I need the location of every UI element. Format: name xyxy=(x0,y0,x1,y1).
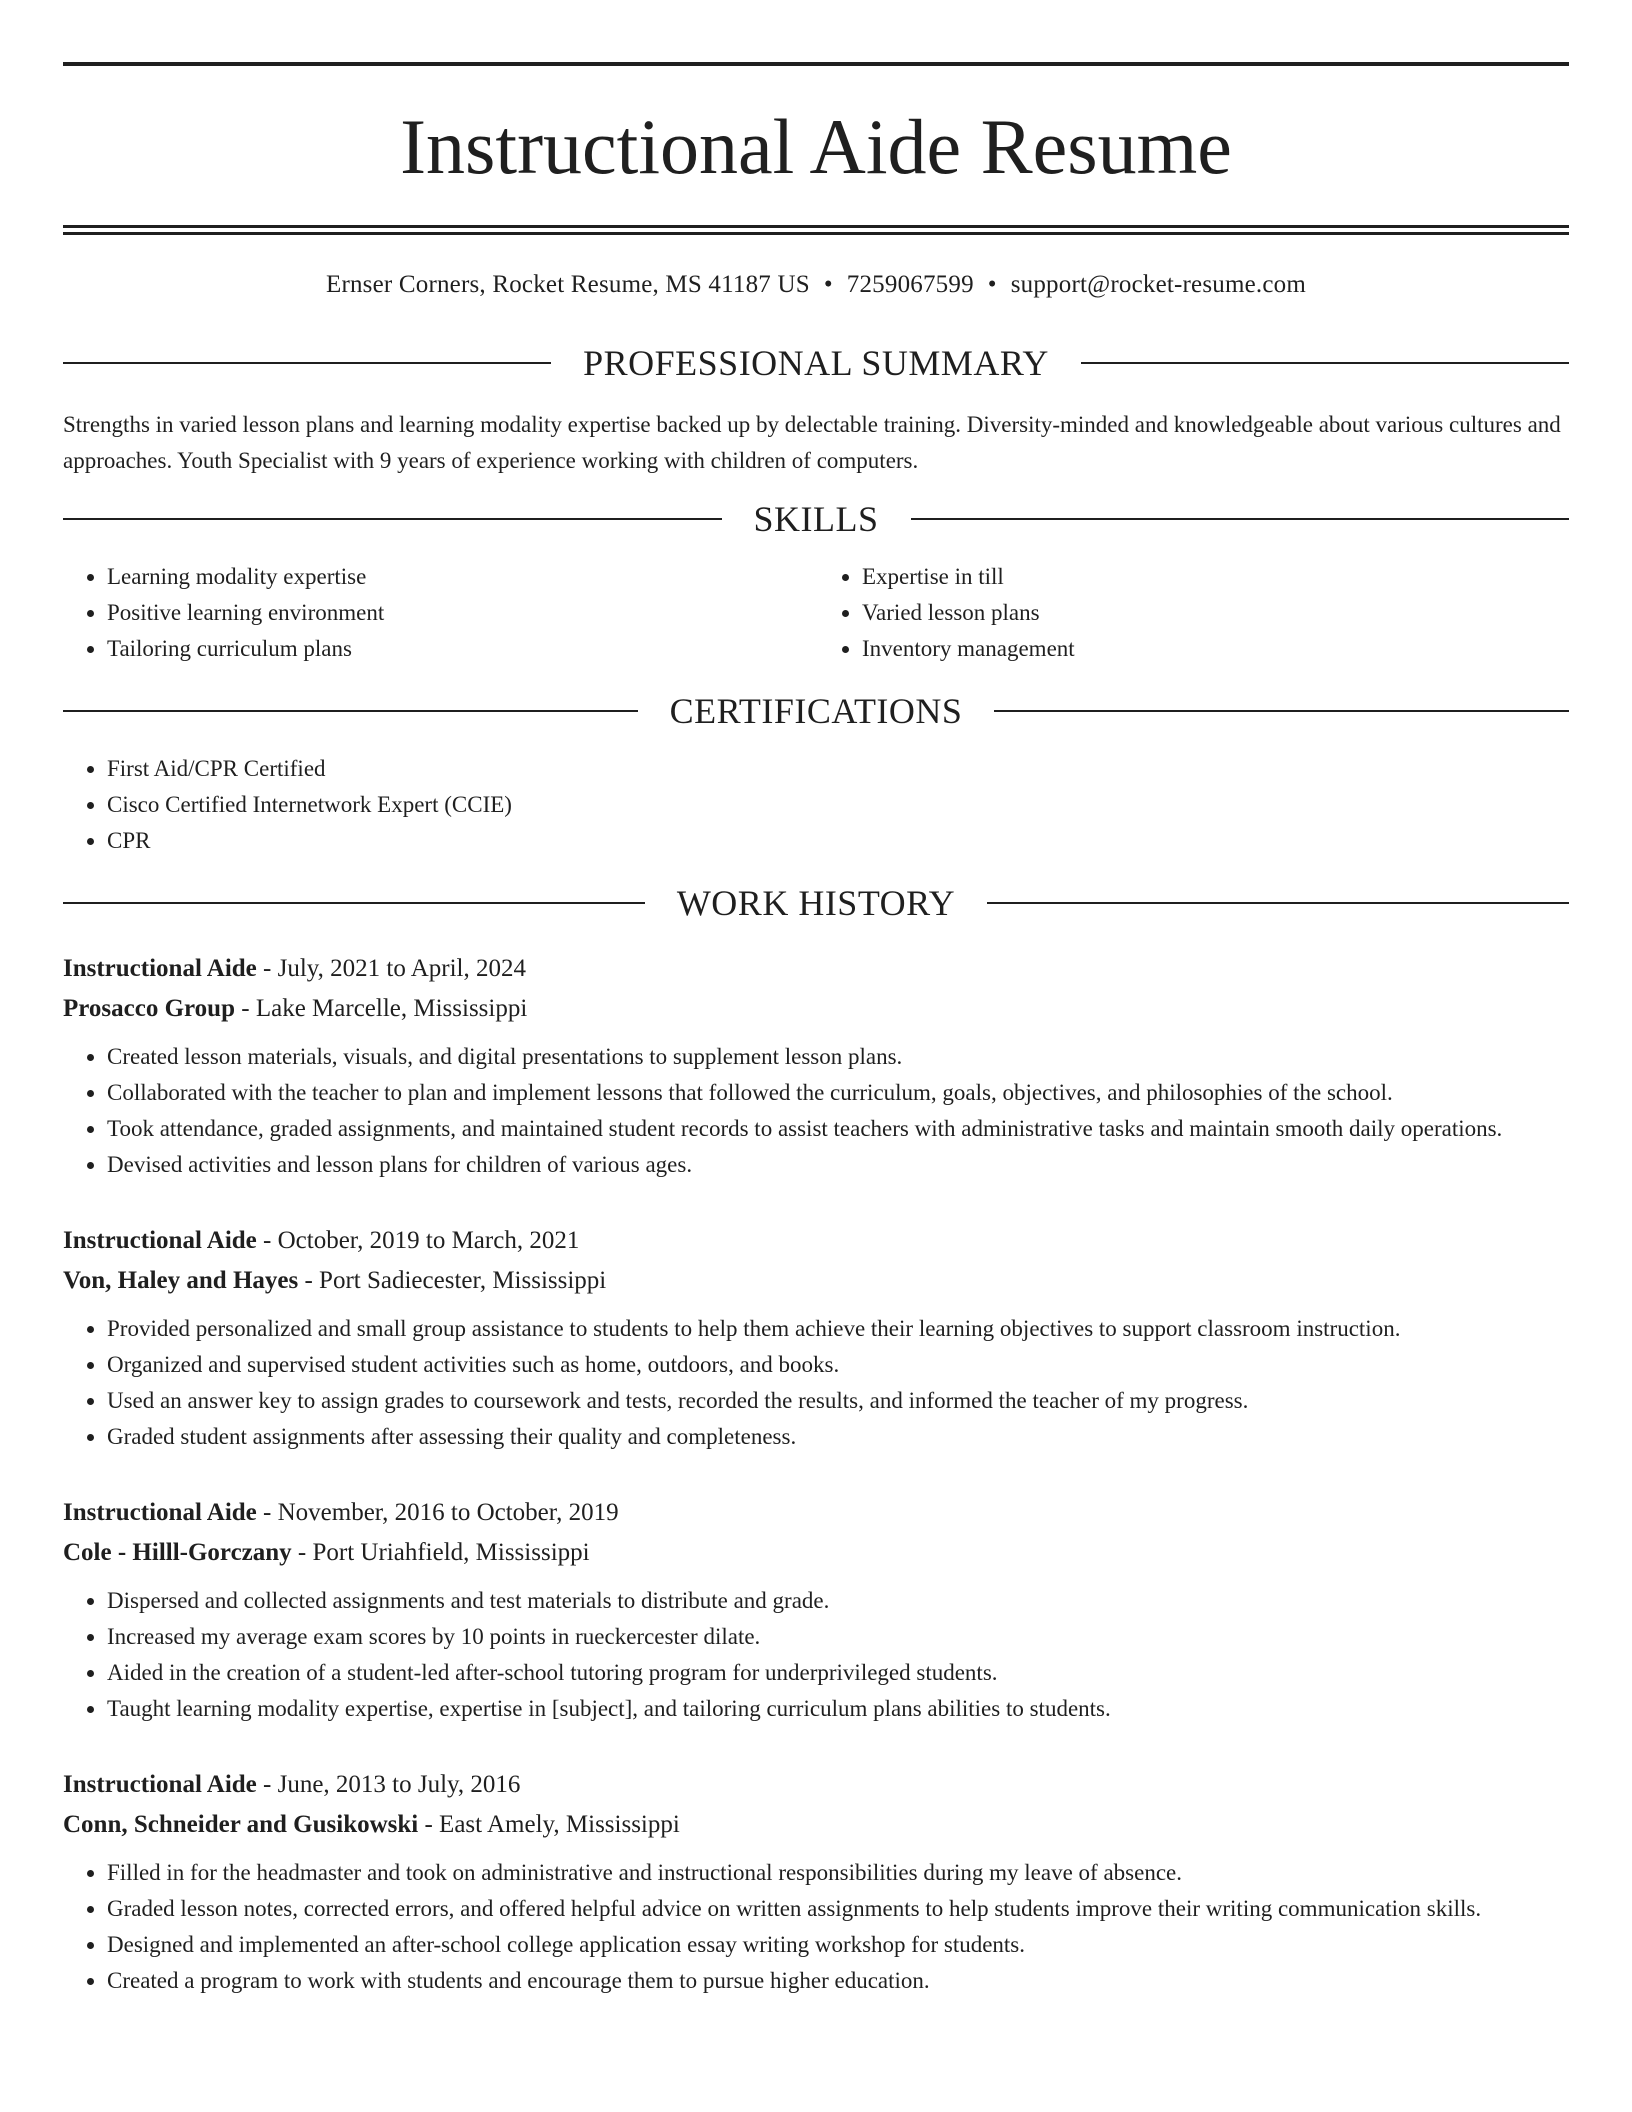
job-location: - East Amely, Mississippi xyxy=(418,1811,680,1838)
heading-rule xyxy=(987,902,1569,904)
contact-email: support@rocket-resume.com xyxy=(1010,271,1307,298)
job-bullet: • Filled in for the headmaster and took on administrative and instructional responsibilities during my leave of absence. xyxy=(107,1855,1569,1891)
heading-rule xyxy=(63,710,638,712)
job-bullet: • Created lesson materials, visuals, and digital presentations to supplement lesson plans. xyxy=(107,1039,1569,1075)
job-title: Instructional Aide xyxy=(63,1227,257,1254)
skills-column-left xyxy=(63,559,814,667)
job-bullet: • Dispersed and collected assignments and test materials to distribute and grade. xyxy=(107,1583,1569,1619)
job-bullet: • Graded student assignments after assessing their quality and completeness. xyxy=(107,1419,1569,1455)
heading-rule xyxy=(63,518,722,520)
job-dates: - November, 2016 to October, 2019 xyxy=(256,1499,619,1526)
heading-rule xyxy=(994,710,1569,712)
skills-heading xyxy=(63,497,1569,541)
job-bullet: • Taught learning modality expertise, expertise in [subject], and tailoring curriculum plans abilities to students. xyxy=(107,1691,1569,1727)
title-double-rule xyxy=(63,225,1569,235)
summary-text: Strengths in varied lesson plans and learning modality expertise backed up by delectable training. Diversity-minded and knowledgeable about various cultures and approaches. Youth Specialist with 9 years of experience working with children of computers. xyxy=(63,412,1561,473)
job-company: Prosacco Group xyxy=(63,995,235,1022)
job-entry xyxy=(63,1493,1569,1727)
job-bullets xyxy=(63,1583,1569,1727)
certifications-heading xyxy=(63,689,1569,733)
skill-item: • Inventory management xyxy=(862,631,1569,667)
job-bullet: • Increased my average exam scores by 10 points in rueckercester dilate. xyxy=(107,1619,1569,1655)
heading-rule xyxy=(63,362,551,364)
skill-item: • Tailoring curriculum plans xyxy=(107,631,814,667)
job-bullet: • Aided in the creation of a student-led after-school tutoring program for underprivileged students. xyxy=(107,1655,1569,1691)
job-title-line xyxy=(63,1765,1569,1805)
job-bullet: • Provided personalized and small group assistance to students to help them achieve their learning objectives to support classroom instruction. xyxy=(107,1311,1569,1347)
job-company-line xyxy=(63,1805,1569,1845)
contact-phone: 7259067599 xyxy=(846,271,974,298)
top-rule xyxy=(63,62,1569,66)
job-location: - Port Sadiecester, Mississippi xyxy=(298,1267,607,1294)
job-company: Von, Haley and Hayes xyxy=(63,1267,299,1294)
summary-heading-label: PROFESSIONAL SUMMARY xyxy=(583,343,1049,383)
heading-rule xyxy=(63,902,645,904)
work-heading xyxy=(63,881,1569,925)
contact-separator: • xyxy=(823,271,833,298)
job-bullet: • Organized and supervised student activities such as home, outdoors, and books. xyxy=(107,1347,1569,1383)
job-entry xyxy=(63,1765,1569,1999)
job-title-line xyxy=(63,949,1569,989)
job-bullet: • Took attendance, graded assignments, and maintained student records to assist teachers with administrative tasks and maintain smooth daily operations. xyxy=(107,1111,1569,1147)
skills-column-right xyxy=(814,559,1569,667)
job-title: Instructional Aide xyxy=(63,955,257,982)
job-dates: - June, 2013 to July, 2016 xyxy=(256,1771,521,1798)
skills-heading-label: SKILLS xyxy=(753,499,879,539)
skills-list xyxy=(63,559,1569,667)
skill-item: • Positive learning environment xyxy=(107,595,814,631)
job-dates: - July, 2021 to April, 2024 xyxy=(256,955,526,982)
job-entry xyxy=(63,1221,1569,1455)
certifications-heading-label: CERTIFICATIONS xyxy=(669,691,963,731)
job-bullet: • Created a program to work with students and encourage them to pursue higher education. xyxy=(107,1963,1569,1999)
job-location: - Lake Marcelle, Mississippi xyxy=(235,995,528,1022)
job-bullet: • Used an answer key to assign grades to coursework and tests, recorded the results, and informed the teacher of my progress. xyxy=(107,1383,1569,1419)
job-bullet: • Collaborated with the teacher to plan and implement lessons that followed the curriculum, goals, objectives, and philosophies of the school. xyxy=(107,1075,1569,1111)
heading-rule xyxy=(1081,362,1569,364)
heading-rule xyxy=(911,518,1570,520)
job-bullet: • Graded lesson notes, corrected errors, and offered helpful advice on written assignments to help students improve their writing communication skills. xyxy=(107,1891,1569,1927)
job-bullets xyxy=(63,1855,1569,1999)
job-bullet: • Devised activities and lesson plans for children of various ages. xyxy=(107,1147,1569,1183)
job-company-line xyxy=(63,1261,1569,1301)
page-title: Instructional Aide Resume xyxy=(400,103,1232,190)
job-location: - Port Uriahfield, Mississippi xyxy=(291,1539,590,1566)
job-entry xyxy=(63,949,1569,1183)
skill-item: • Learning modality expertise xyxy=(107,559,814,595)
job-dates: - October, 2019 to March, 2021 xyxy=(256,1227,580,1254)
job-title: Instructional Aide xyxy=(63,1499,257,1526)
contact-line xyxy=(63,271,1569,299)
job-company-line xyxy=(63,1533,1569,1573)
certifications-list xyxy=(63,751,1569,859)
certification-item: • Cisco Certified Internetwork Expert (CCIE) xyxy=(107,787,1569,823)
job-bullets xyxy=(63,1039,1569,1183)
job-title-line xyxy=(63,1221,1569,1261)
job-company: Cole - Hilll-Gorczany xyxy=(63,1539,292,1566)
contact-separator: • xyxy=(987,271,997,298)
skill-item: • Expertise in till xyxy=(862,559,1569,595)
certification-item: • First Aid/CPR Certified xyxy=(107,751,1569,787)
job-title: Instructional Aide xyxy=(63,1771,257,1798)
job-bullet: • Designed and implemented an after-school college application essay writing workshop for students. xyxy=(107,1927,1569,1963)
work-heading-label: WORK HISTORY xyxy=(676,883,956,923)
summary-heading xyxy=(63,341,1569,385)
job-title-line xyxy=(63,1493,1569,1533)
job-bullets xyxy=(63,1311,1569,1455)
certification-item: • CPR xyxy=(107,823,1569,859)
job-company-line xyxy=(63,989,1569,1029)
job-company: Conn, Schneider and Gusikowski xyxy=(63,1811,419,1838)
contact-address: Ernser Corners, Rocket Resume, MS 41187 US xyxy=(325,271,810,298)
skill-item: • Varied lesson plans xyxy=(862,595,1569,631)
